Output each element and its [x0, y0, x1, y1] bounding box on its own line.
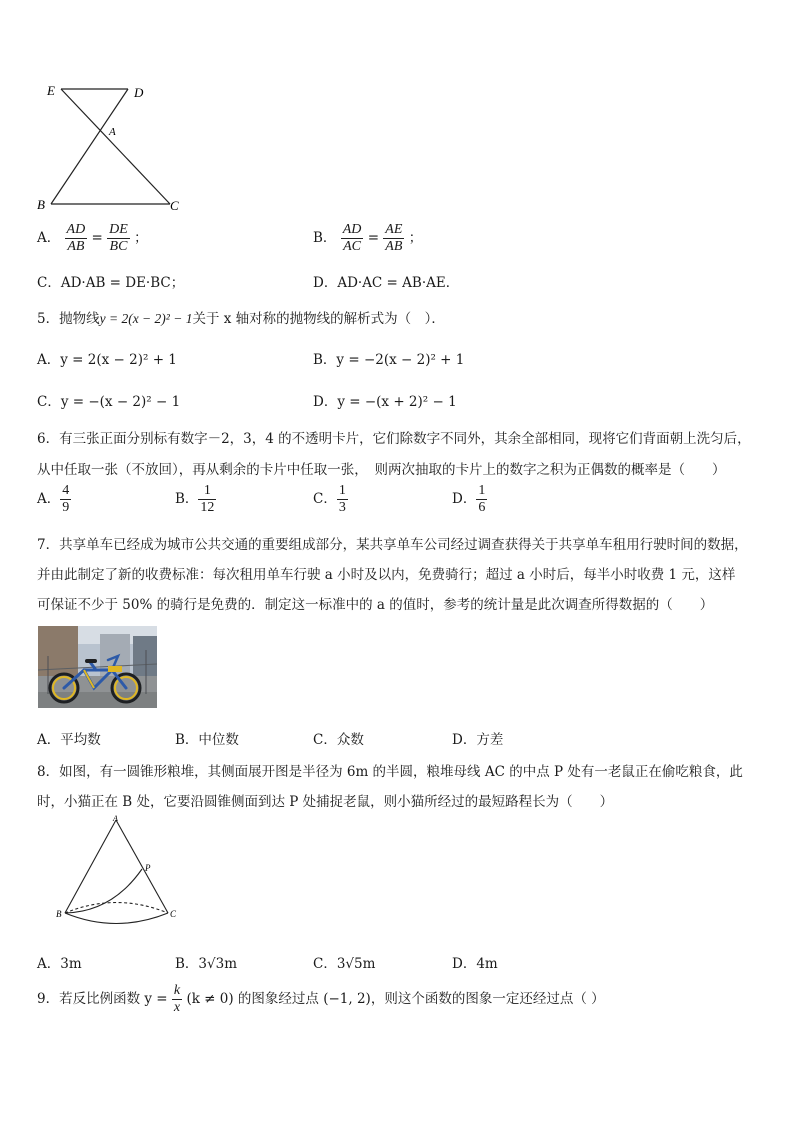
q6-d-fraction: $\frac{1}{6}$	[478, 483, 486, 516]
q6-option-b: B． $\frac{1}{12}$	[175, 483, 215, 516]
q5-option-b: B．y = −2(x − 2)² + 1	[313, 352, 465, 368]
segment-DB	[51, 89, 128, 204]
cone-generatrix-AC	[116, 820, 168, 913]
label-P: P	[145, 863, 151, 873]
q7-option-d: D．方差	[452, 732, 504, 748]
cone-base-front-arc	[65, 913, 168, 924]
label-C: C	[170, 909, 177, 919]
q7-stem-line-2: 并由此制定了新的收费标准：每次租用单车行驶 a 小时及以内，免费骑行；超过 a 小时后，每半小时收费 1 元，这样	[37, 567, 736, 583]
q6-option-c: C． $\frac{1}{3}$	[313, 483, 346, 516]
cone-generatrix-AB	[65, 820, 116, 913]
shared-bike-photo	[38, 626, 157, 708]
q4-a-fraction-2: $\frac{DE}{BC}$	[109, 222, 128, 255]
q4-b-fraction-2: $\frac{AE}{AB}$	[385, 222, 403, 255]
segment-EC	[61, 89, 170, 204]
q7-option-b: B．中位数	[175, 732, 239, 748]
q4-option-a-label: A．	[37, 230, 61, 247]
label-C: C	[170, 198, 179, 213]
q4-option-a: A． $\frac{AD}{AB}$ = $\frac{DE}{BC}$ ；	[37, 222, 148, 255]
q8-option-d: D．4m	[452, 956, 498, 972]
figure-q8-cone	[52, 812, 192, 927]
q8-option-c: C．3√5m	[313, 956, 376, 972]
q6-c-fraction: $\frac{1}{3}$	[338, 483, 346, 516]
q8-option-b: B．3√3m	[175, 956, 238, 972]
q4-option-d: D．AD·AC = AB·AE．	[313, 275, 460, 291]
figure-q4-triangles	[30, 78, 190, 218]
q6-stem-line-1: 6．有三张正面分别标有数字－2，3，4 的不透明卡片，它们除数字不同外，其余全部相同，现将它们背面朝上洗匀后，	[37, 431, 751, 447]
q7-stem-line-3: 可保证不少于 50% 的骑行是免费的．制定这一标准中的 a 的值时，参考的统计量是此次调查所得数据的（ ）	[37, 597, 714, 613]
q5-option-c: C．y = −(x − 2)² − 1	[37, 394, 181, 410]
q6-a-fraction: $\frac{4}{9}$	[62, 483, 70, 516]
label-D: D	[134, 85, 144, 100]
label-E: E	[47, 83, 55, 98]
q4-option-b-label: B．	[313, 230, 337, 247]
q9-fraction: $\frac{k}{x}$	[173, 983, 181, 1016]
label-B: B	[37, 197, 45, 212]
q6-option-d: D． $\frac{1}{6}$	[452, 483, 486, 516]
q7-option-a: A．平均数	[37, 732, 101, 748]
q5-option-d: D．y = −(x + 2)² − 1	[313, 394, 457, 410]
q7-stem-line-1: 7．共享单车已经成为城市公共交通的重要组成部分，某共享单车公司经过调查获得关于共享单车租用行驶时间的数据，	[37, 537, 748, 553]
q8-stem-line-1: 8．如图，有一圆锥形粮堆，其侧面展开图是半径为 6m 的半圆，粮堆母线 AC 的中点 P 处有一老鼠正在偷吃粮食，此	[37, 764, 743, 780]
q7-option-c: C．众数	[313, 732, 364, 748]
label-A: A	[109, 126, 116, 138]
q6-b-fraction: $\frac{1}{12}$	[200, 483, 215, 516]
q9-stem: 9．若反比例函数 y = $\frac{k}{x}$ (k ≠ 0) 的图象经过点 (−1, 2)，则这个函数的图象一定还经过点（ ）	[37, 983, 605, 1016]
label-A: A	[113, 814, 118, 823]
label-B: B	[56, 909, 62, 919]
q4-a-fraction-1: $\frac{AD}{AB}$	[66, 222, 86, 255]
q4-option-b: B． $\frac{AD}{AC}$ = $\frac{AE}{AB}$ ；	[313, 222, 423, 255]
q8-option-a: A．3m	[37, 956, 82, 972]
q4-option-c: C．AD·AB = DE·BC；	[37, 275, 185, 291]
q6-option-a: A． $\frac{4}{9}$	[37, 483, 70, 516]
q4-b-fraction-1: $\frac{AD}{AC}$	[342, 222, 362, 255]
q5-expression: y = 2(x − 2)² − 1	[99, 311, 193, 326]
q5-stem: 5．抛物线y = 2(x − 2)² − 1关于 x 轴对称的抛物线的解析式为（ ）．	[37, 311, 445, 327]
q8-stem-line-2: 时，小猫正在 B 处，它要沿圆锥侧面到达 P 处捕捉老鼠，则小猫所经过的最短路程长为（ ）	[37, 794, 614, 810]
q5-option-a: A．y = 2(x − 2)² + 1	[37, 352, 177, 368]
q6-stem-line-2: 从中任取一张（不放回），再从剩余的卡片中任取一张， 则两次抽取的卡片上的数字之积为正偶数的概率是（ ）	[37, 462, 726, 478]
